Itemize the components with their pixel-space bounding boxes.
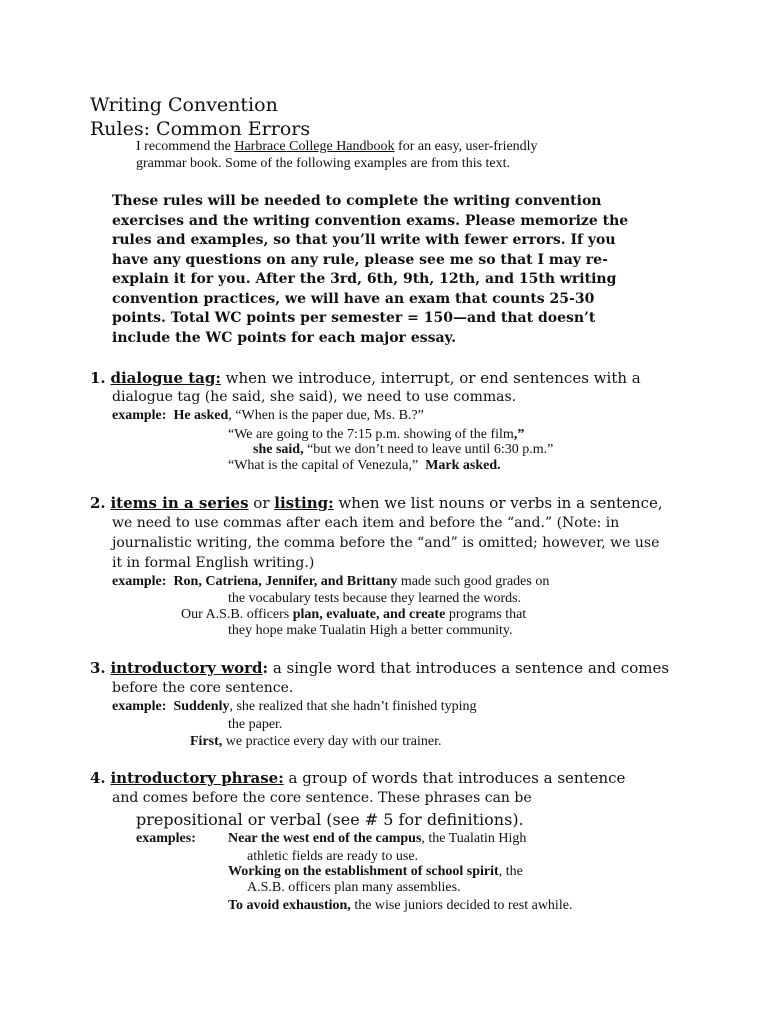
rule1-example4 bbox=[228, 458, 501, 474]
rule-desc: when we introduce, interrupt, or end sentences with a bbox=[220, 369, 641, 387]
example-text: “We are going to the 7:15 p.m. showing of the film bbox=[228, 427, 514, 442]
book-title: Harbrace College Handbook bbox=[234, 139, 395, 154]
intro-text: I recommend the bbox=[136, 139, 235, 154]
example-text: we practice every day with our trainer. bbox=[222, 734, 442, 749]
intro-text-end: for an easy, user-friendly bbox=[394, 139, 538, 154]
example-bold: He asked bbox=[173, 408, 229, 423]
rule3-heading bbox=[90, 659, 669, 677]
example-text: made such good grades on bbox=[397, 574, 550, 589]
rule4-example2-line2: A.S.B. officers plan many assemblies. bbox=[247, 880, 461, 895]
example-text: , she realized that she hadn’t finished typing bbox=[229, 699, 477, 714]
rule-number: 2. bbox=[90, 494, 106, 512]
rule-colon: : bbox=[262, 659, 269, 677]
intro-line1 bbox=[136, 139, 538, 155]
rule1-example3 bbox=[253, 442, 553, 458]
rule1-example1 bbox=[112, 408, 424, 424]
rule-or: or bbox=[248, 494, 275, 512]
instructions-line: explain it for you. After the 3rd, 6th, 9th, 12th, and 15th writing bbox=[112, 271, 617, 287]
rule2-desc3: journalistic writing, the comma before the “and” is omitted; however, we use bbox=[112, 535, 660, 551]
example-label: example: bbox=[112, 699, 167, 714]
example-text: the wise juniors decided to rest awhile. bbox=[350, 898, 573, 913]
rule-desc: a group of words that introduces a sentence bbox=[283, 769, 626, 787]
rule2-example2-line2: they hope make Tualatin High a better community. bbox=[228, 623, 513, 638]
rule3-example2 bbox=[190, 734, 442, 750]
example-text: , the Tualatin High bbox=[421, 831, 527, 846]
rule2-desc2: we need to use commas after each item and before the “and.” (Note: in bbox=[112, 515, 620, 531]
rule3-example1 bbox=[112, 699, 477, 715]
rule-number: 1. bbox=[90, 369, 106, 387]
page-title-line1: Writing Convention bbox=[90, 94, 278, 116]
rule-desc: a single word that introduces a sentence and comes bbox=[268, 659, 670, 677]
rule-term: introductory phrase: bbox=[110, 769, 284, 787]
instructions-line: These rules will be needed to complete the writing convention bbox=[112, 193, 602, 209]
example-text: Our A.S.B. officers bbox=[181, 607, 293, 622]
rule-number: 4. bbox=[90, 769, 106, 787]
rule-term: listing: bbox=[274, 494, 334, 512]
instructions-line: include the WC points for each major essay. bbox=[112, 329, 456, 346]
instructions-line: exercises and the writing convention exams. Please memorize the bbox=[112, 212, 629, 229]
rule1-example2 bbox=[228, 427, 524, 443]
rule2-example1-line2: the vocabulary tests because they learned the words. bbox=[228, 591, 522, 606]
example-label: example: bbox=[112, 574, 167, 589]
rule2-example1 bbox=[112, 574, 549, 590]
example-bold: ,” bbox=[513, 427, 525, 442]
rule4-desc2: and comes before the core sentence. These phrases can be bbox=[112, 790, 532, 806]
rule4-heading bbox=[90, 769, 625, 787]
rule-term: items in a series bbox=[110, 494, 249, 512]
instructions-line: points. Total WC points per semester = 150—and that doesn’t bbox=[112, 310, 596, 326]
rule2-desc4: it in formal English writing.) bbox=[112, 555, 315, 571]
example-text: “but we don’t need to leave until 6:30 p.m.” bbox=[303, 442, 554, 457]
example-bold: Near the west end of the campus bbox=[228, 831, 422, 846]
example-bold: she said, bbox=[253, 442, 304, 457]
example-text: , “When is the paper due, Ms. B.?” bbox=[228, 408, 424, 423]
rule3-desc2: before the core sentence. bbox=[112, 680, 294, 696]
rule-number: 3. bbox=[90, 659, 106, 677]
rule-desc: when we list nouns or verbs in a sentence, bbox=[333, 494, 663, 512]
rule1-heading bbox=[90, 369, 641, 387]
example-text: , the bbox=[498, 864, 523, 879]
instructions-line: convention practices, we will have an exam that counts 25-30 bbox=[112, 290, 595, 307]
rule4-examples-label: examples: bbox=[136, 831, 196, 846]
example-text: “What is the capital of Venezula,” bbox=[228, 458, 419, 473]
instructions-paragraph bbox=[112, 192, 632, 348]
instructions-line: rules and examples, so that you’ll write with fewer errors. If you bbox=[112, 232, 616, 248]
instructions-line: have any questions on any rule, please see me so that I may re- bbox=[112, 251, 608, 268]
rule4-desc3: prepositional or verbal (see # 5 for definitions). bbox=[136, 810, 524, 829]
rule4-example1-line2: athletic fields are ready to use. bbox=[247, 849, 419, 864]
rule2-heading bbox=[90, 494, 663, 512]
example-bold: To avoid exhaustion, bbox=[228, 898, 351, 913]
example-label: example: bbox=[112, 408, 167, 423]
rule4-example3 bbox=[228, 898, 572, 914]
example-bold: First, bbox=[190, 734, 223, 749]
rule2-example2 bbox=[181, 607, 526, 623]
example-bold: Ron, Catriena, Jennifer, and Brittany bbox=[173, 574, 398, 589]
rule1-desc2: dialogue tag (he said, she said), we need to use commas. bbox=[112, 389, 517, 405]
example-bold: Suddenly bbox=[173, 699, 230, 714]
page-title-line2: Rules: Common Errors bbox=[90, 118, 311, 140]
example-bold: Mark asked. bbox=[425, 458, 501, 473]
example-bold: Working on the establishment of school spirit bbox=[228, 864, 499, 879]
intro-line2: grammar book. Some of the following examples are from this text. bbox=[136, 156, 511, 171]
rule4-example2 bbox=[228, 864, 523, 880]
example-text: programs that bbox=[445, 607, 527, 622]
example-bold: plan, evaluate, and create bbox=[292, 607, 446, 622]
rule-term: dialogue tag: bbox=[110, 369, 221, 387]
rule4-example1 bbox=[228, 831, 526, 847]
rule-term: introductory word bbox=[110, 659, 263, 677]
rule3-example1-line2: the paper. bbox=[228, 717, 283, 732]
